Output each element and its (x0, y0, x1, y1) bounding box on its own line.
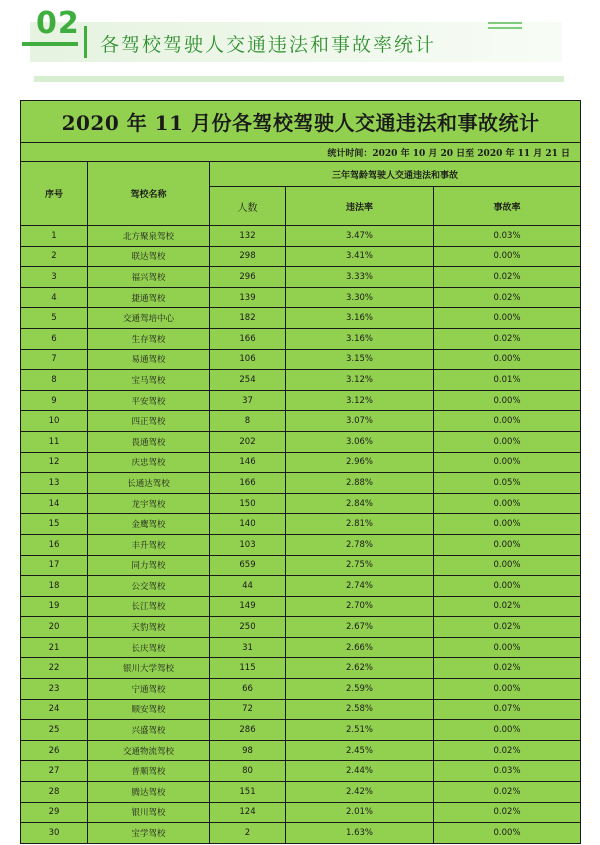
accident-rate: 0.02% (434, 328, 581, 349)
row-index: 4 (21, 287, 88, 308)
table-row (21, 473, 581, 494)
row-index: 27 (21, 761, 88, 782)
violation-rate: 3.06% (286, 431, 434, 452)
violation-rate: 3.30% (286, 287, 434, 308)
violation-rate: 3.33% (286, 267, 434, 288)
row-index: 28 (21, 782, 88, 803)
table-row (21, 328, 581, 349)
school-name: 宝马驾校 (88, 370, 210, 391)
accident-rate: 0.02% (434, 287, 581, 308)
accident-rate: 0.00% (434, 514, 581, 535)
row-index: 12 (21, 452, 88, 473)
header-index: 序号 (21, 162, 88, 226)
driver-count: 31 (210, 637, 286, 658)
row-index: 11 (21, 431, 88, 452)
school-name: 交通驾培中心 (88, 308, 210, 329)
accident-rate: 0.03% (434, 761, 581, 782)
school-name: 生存驾校 (88, 328, 210, 349)
driver-count: 106 (210, 349, 286, 370)
row-index: 8 (21, 370, 88, 391)
driver-count: 150 (210, 493, 286, 514)
driver-count: 139 (210, 287, 286, 308)
driver-count: 296 (210, 267, 286, 288)
row-index: 16 (21, 534, 88, 555)
school-name: 兴盛驾校 (88, 720, 210, 741)
section-number-underline (22, 42, 78, 46)
driver-count: 254 (210, 370, 286, 391)
driver-count: 659 (210, 555, 286, 576)
violation-rate: 2.81% (286, 514, 434, 535)
table-row (21, 782, 581, 803)
row-index: 26 (21, 740, 88, 761)
table-row (21, 555, 581, 576)
table-row (21, 658, 581, 679)
accident-rate: 0.00% (434, 493, 581, 514)
driver-count: 149 (210, 596, 286, 617)
violation-rate: 2.70% (286, 596, 434, 617)
school-name: 长江驾校 (88, 596, 210, 617)
driver-count: 202 (210, 431, 286, 452)
school-name: 丰升驾校 (88, 534, 210, 555)
stats-table (20, 100, 581, 844)
driver-count: 8 (210, 411, 286, 432)
table-row (21, 431, 581, 452)
driver-count: 124 (210, 802, 286, 823)
school-name: 捷通驾校 (88, 287, 210, 308)
decorative-lines (488, 22, 522, 32)
school-name: 同力驾校 (88, 555, 210, 576)
header-divider (84, 26, 87, 58)
table-row (21, 740, 581, 761)
violation-rate: 2.62% (286, 658, 434, 679)
table-row (21, 576, 581, 597)
accident-rate: 0.00% (434, 308, 581, 329)
accident-rate: 0.00% (434, 349, 581, 370)
school-name: 长通达驾校 (88, 473, 210, 494)
header-group: 三年驾龄驾驶人交通违法和事故 (210, 162, 581, 187)
section-number: 02 (36, 6, 80, 41)
school-name: 腾达驾校 (88, 782, 210, 803)
driver-count: 72 (210, 699, 286, 720)
violation-rate: 2.01% (286, 802, 434, 823)
row-index: 10 (21, 411, 88, 432)
table-row (21, 617, 581, 638)
row-index: 9 (21, 390, 88, 411)
table-caption: 2020 年 11 月份各驾校驾驶人交通违法和事故统计 (21, 101, 581, 143)
driver-count: 98 (210, 740, 286, 761)
driver-count: 103 (210, 534, 286, 555)
school-name: 顺安驾校 (88, 699, 210, 720)
row-index: 6 (21, 328, 88, 349)
accident-rate: 0.00% (434, 534, 581, 555)
violation-rate: 2.42% (286, 782, 434, 803)
row-index: 22 (21, 658, 88, 679)
accident-rate: 0.01% (434, 370, 581, 391)
row-index: 24 (21, 699, 88, 720)
section-title: 各驾校驾驶人交通违法和事故率统计 (100, 34, 437, 56)
violation-rate: 2.75% (286, 555, 434, 576)
violation-rate: 2.66% (286, 637, 434, 658)
school-name: 银川驾校 (88, 802, 210, 823)
table-row (21, 802, 581, 823)
header-accident-rate: 事故率 (434, 187, 581, 226)
row-index: 1 (21, 226, 88, 247)
violation-rate: 2.74% (286, 576, 434, 597)
driver-count: 250 (210, 617, 286, 638)
violation-rate: 3.47% (286, 226, 434, 247)
table-row (21, 308, 581, 329)
driver-count: 151 (210, 782, 286, 803)
school-name: 北方聚泉驾校 (88, 226, 210, 247)
violation-rate: 2.45% (286, 740, 434, 761)
table-row (21, 246, 581, 267)
table-row (21, 349, 581, 370)
violation-rate: 3.41% (286, 246, 434, 267)
driver-count: 166 (210, 328, 286, 349)
accident-rate: 0.00% (434, 823, 581, 844)
driver-count: 140 (210, 514, 286, 535)
violation-rate: 2.59% (286, 679, 434, 700)
table-row (21, 411, 581, 432)
table-row (21, 452, 581, 473)
school-name: 公交驾校 (88, 576, 210, 597)
violation-rate: 2.88% (286, 473, 434, 494)
school-name: 联达驾校 (88, 246, 210, 267)
school-name: 易通驾校 (88, 349, 210, 370)
table-row (21, 534, 581, 555)
driver-count: 132 (210, 226, 286, 247)
accident-rate: 0.00% (434, 576, 581, 597)
violation-rate: 3.12% (286, 390, 434, 411)
school-name: 龙宇驾校 (88, 493, 210, 514)
table-row (21, 720, 581, 741)
accident-rate: 0.07% (434, 699, 581, 720)
school-name: 福兴驾校 (88, 267, 210, 288)
driver-count: 44 (210, 576, 286, 597)
row-index: 5 (21, 308, 88, 329)
table-row (21, 370, 581, 391)
row-index: 21 (21, 637, 88, 658)
violation-rate: 2.96% (286, 452, 434, 473)
school-name: 银川大学驾校 (88, 658, 210, 679)
accident-rate: 0.00% (434, 452, 581, 473)
violation-rate: 3.16% (286, 308, 434, 329)
school-name: 长庆驾校 (88, 637, 210, 658)
violation-rate: 1.63% (286, 823, 434, 844)
violation-rate: 2.58% (286, 699, 434, 720)
violation-rate: 3.07% (286, 411, 434, 432)
accident-rate: 0.00% (434, 431, 581, 452)
row-index: 17 (21, 555, 88, 576)
table-row (21, 493, 581, 514)
row-index: 15 (21, 514, 88, 535)
school-name: 普顺驾校 (88, 761, 210, 782)
section-header (0, 0, 600, 95)
school-name: 庆忠驾校 (88, 452, 210, 473)
row-index: 7 (21, 349, 88, 370)
row-index: 14 (21, 493, 88, 514)
school-name: 宁通驾校 (88, 679, 210, 700)
school-name: 畏通驾校 (88, 431, 210, 452)
accident-rate: 0.00% (434, 246, 581, 267)
accident-rate: 0.02% (434, 596, 581, 617)
school-name: 平安驾校 (88, 390, 210, 411)
accident-rate: 0.00% (434, 390, 581, 411)
table-row (21, 596, 581, 617)
accident-rate: 0.00% (434, 720, 581, 741)
row-index: 20 (21, 617, 88, 638)
table-row (21, 823, 581, 844)
row-index: 19 (21, 596, 88, 617)
row-index: 23 (21, 679, 88, 700)
accident-rate: 0.02% (434, 782, 581, 803)
driver-count: 66 (210, 679, 286, 700)
school-name: 四正驾校 (88, 411, 210, 432)
header-count: 人数 (210, 187, 286, 226)
row-index: 29 (21, 802, 88, 823)
school-name: 宝学驾校 (88, 823, 210, 844)
table-row (21, 267, 581, 288)
violation-rate: 2.67% (286, 617, 434, 638)
driver-count: 80 (210, 761, 286, 782)
school-name: 天豹驾校 (88, 617, 210, 638)
table-row (21, 699, 581, 720)
row-index: 13 (21, 473, 88, 494)
school-name: 金鹰驾校 (88, 514, 210, 535)
table-row (21, 514, 581, 535)
accident-rate: 0.02% (434, 802, 581, 823)
violation-rate: 2.51% (286, 720, 434, 741)
row-index: 18 (21, 576, 88, 597)
driver-count: 166 (210, 473, 286, 494)
driver-count: 146 (210, 452, 286, 473)
driver-count: 115 (210, 658, 286, 679)
driver-count: 2 (210, 823, 286, 844)
header-bottom-bar (34, 76, 564, 82)
violation-rate: 3.16% (286, 328, 434, 349)
accident-rate: 0.02% (434, 740, 581, 761)
header-school: 驾校名称 (88, 162, 210, 226)
violation-rate: 2.84% (286, 493, 434, 514)
driver-count: 286 (210, 720, 286, 741)
table-row (21, 761, 581, 782)
school-name: 交通物流驾校 (88, 740, 210, 761)
table-row (21, 679, 581, 700)
table-row (21, 637, 581, 658)
driver-count: 298 (210, 246, 286, 267)
stat-period: 统计时间：2020 年 10 月 20 日至 2020 年 11 月 21 日 (21, 143, 581, 162)
accident-rate: 0.05% (434, 473, 581, 494)
accident-rate: 0.00% (434, 637, 581, 658)
accident-rate: 0.03% (434, 226, 581, 247)
violation-rate: 3.12% (286, 370, 434, 391)
violation-rate: 2.78% (286, 534, 434, 555)
accident-rate: 0.02% (434, 267, 581, 288)
table-row (21, 390, 581, 411)
row-index: 30 (21, 823, 88, 844)
accident-rate: 0.02% (434, 617, 581, 638)
accident-rate: 0.00% (434, 411, 581, 432)
table-row (21, 287, 581, 308)
accident-rate: 0.00% (434, 555, 581, 576)
driver-count: 182 (210, 308, 286, 329)
accident-rate: 0.00% (434, 679, 581, 700)
violation-rate: 2.44% (286, 761, 434, 782)
accident-rate: 0.02% (434, 658, 581, 679)
row-index: 2 (21, 246, 88, 267)
stats-table-container (20, 100, 580, 844)
row-index: 3 (21, 267, 88, 288)
violation-rate: 3.15% (286, 349, 434, 370)
driver-count: 37 (210, 390, 286, 411)
header-violation-rate: 违法率 (286, 187, 434, 226)
row-index: 25 (21, 720, 88, 741)
table-row (21, 226, 581, 247)
